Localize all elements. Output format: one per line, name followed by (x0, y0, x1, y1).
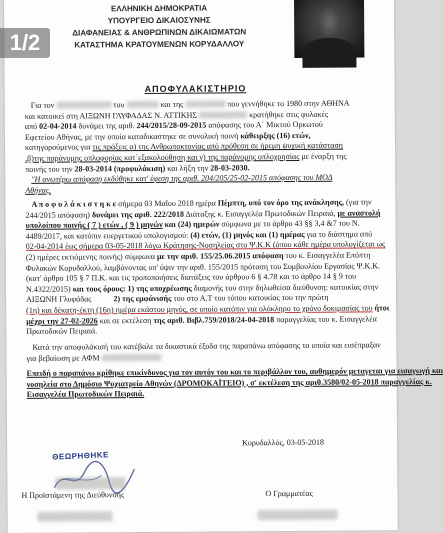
paragraph-costs (26, 340, 384, 364)
p1-text: δυνάμει της αριθ. (78, 121, 135, 131)
document-header (34, 2, 284, 52)
p1-text: ποινής του την (25, 164, 73, 174)
signatory-right: Ο Γραμματέας (265, 488, 313, 499)
p2-text: 02-04-2014 έως σήμερα 03-05-2018 λόγω Κράτησης-Νοσηλείας στο Ψ.Κ.Κ (όπου κάθε ημέρα υπολογίζεται ως (25, 239, 386, 252)
p2-text: Πρωτοδικών Πειραιά. (26, 326, 98, 336)
p4-text: Εισαγγελέα Πρωτοδικών Πειραιά. (26, 389, 145, 400)
p4-text: Επειδή ο παραπάνω κρίθηκε επικίνδυνος για τον αυτόν του και το περιβάλλον του, αυθημερόν μεταγεται για εισαγωγή και (26, 365, 444, 378)
p2-text: διαμονής του στην δηλωθείσα διεύθυνση: κατοικίας στην (193, 282, 379, 293)
paragraph-sentence (25, 98, 384, 196)
document-title: ΑΠΟΦΥΛΑΚΙΣΤΗΡΙΟ (144, 83, 247, 95)
p2-line-13 (26, 324, 384, 337)
p1-text: και της (160, 99, 184, 109)
issue-date: Κορυδαλλός, 03-05-2018 (242, 437, 325, 448)
p2-decision-ref: με την αριθ. 155/25.06.2015 απόφαση (156, 251, 284, 261)
portrait-photo (294, 0, 364, 58)
p2-probation-end: μέχρι την 27-02-2026 (26, 315, 98, 326)
p2-text: (για την (345, 197, 372, 207)
p3-text: Κατά την αποφυλάκισή του κατέβαλε τα δικαστικά έξοδα της παραπάνω απόφασης τα οποία και εισέπραξαν (32, 340, 381, 352)
p1-text: κατηγορούμενος για (25, 142, 91, 153)
p2-heading: Α π ο φ υ λ ά κ ι σ τ η κ ε (31, 199, 117, 209)
p1-text: και κατοικεί στη ΑΙΞΩΝΗ ΓΛΥΦΑΔΑΣ Ν. ΑΤΤΙΚΗΣ (24, 110, 198, 121)
p1-text: με έναρξη της (301, 151, 347, 161)
header-line-1: ΕΛΛΗΝΙΚΗ ΔΗΜΟΚΡΑΤΙΑ (110, 3, 208, 14)
header-line-4: ΚΑΤΑΣΤΗΜΑ ΚΡΑΤΟΥΜΕΝΩΝ ΚΟΡΥΔΑΛΛΟΥ (74, 39, 245, 50)
paragraph-hospital-transfer (26, 365, 444, 400)
release-certificate-document (4, 0, 444, 533)
p2-text: ΑΙΞΩΝΗ Γλυφάδας (26, 294, 92, 305)
p2-text: και σε εκτέλεση (99, 315, 152, 325)
p1-charges: τις πράξεις α) της Ανθρωποκτονίας από πρόθεση σε ήρεμη ψυχική κατάσταση (92, 141, 343, 152)
portrait-face (316, 8, 342, 40)
p2-remaining-sentence: υπολοίπου ποινής ( 7 ) ετών , ( 9 ) μηνών (25, 220, 163, 231)
p2-text: σήμερα 03 Μαΐου 2018 ημέρα (118, 198, 216, 209)
p2-conditions: και τους όρους: 1) της υποχρέωσης (72, 283, 192, 294)
p1-appeal-note: Αθήνας. (25, 185, 52, 195)
p1-text: κρατήθηκε στις φυλακές (249, 109, 329, 119)
redacted-signatory-name-right (258, 510, 338, 521)
header-line-3: ΔΙΑΦΑΝΕΙΑΣ & ΑΝΘΡΩΠΙΝΩΝ ΔΙΚΑΙΩΜΑΤΩΝ (72, 27, 247, 38)
p2-text: για το διάστημα από (306, 229, 373, 239)
p1-sentence-length: κάθειρξης (16) ετών, (240, 130, 311, 141)
p2-text: (2) ημέρες εκτιόμενης ποινής) σύμφωνα (25, 251, 155, 262)
p1-text: και λήξη την (167, 163, 209, 173)
paragraph-release (25, 197, 390, 337)
p2-remaining-days: και (24) ημερών (164, 219, 220, 230)
portrait-shoulders (302, 38, 356, 68)
p2-text: σύμφωνα με το άρθρο 43 §§ 3,4 &7 του Ν. (221, 218, 360, 229)
p1-text: του (113, 100, 125, 110)
p3-line-2 (26, 351, 384, 364)
p1-text: από (24, 121, 38, 132)
p1-text: απόφασης του Α΄ Μικτού Ορκωτού (208, 119, 323, 130)
p2-text: 244/2015 απόφαση) (25, 209, 90, 220)
p2-order-ref: της αριθ. Βιβλ.759/2018/24-04-2018 (153, 314, 275, 325)
p2-text: ήτοι (374, 303, 390, 313)
p2-beneficial-calc: (4) ετών, (1) μηνός και (1) ημέρας (190, 229, 305, 240)
p2-text: (κατ' άρθρο 105 § 7 Π.Κ. και τις τροποποιήσεις διατάξεις του άρθρου 6 § 4.78 και το άρθρο 14 § 9 του (25, 271, 357, 284)
p2-order-number: δυνάμει της αριθ. 222/2018 (91, 209, 184, 219)
p4-text: νοσηλεία στο Δημόσιο Ψυχιατρείο Αθηνών (ΔΡΟΜΟΚΑΪΤΕΙΟ) , σ' εκτέλεση της αριθ.3580/02-05-2018 παραγγελίας κ. (26, 376, 432, 389)
p2-text: 4489/2017, και κατόπιν ευεργετικού υπολογισμού: (25, 230, 189, 241)
p4-line-3 (27, 388, 385, 401)
p1-appeal-note: "Η ανωτέρω απόφαση εκδόθηκε κατ' έφεση της αριθ. 204/205/25-02-2015 απόφασης του ΜΟΔ (31, 172, 333, 184)
redacted-signature (55, 477, 125, 489)
p1-decision-number: 244/2015/28-09-2015 (136, 120, 207, 131)
p2-text: Ν.4322/2015) (25, 284, 71, 294)
p1-charges: ,β)της παράνομης οπλοφορίας κατ΄εξακολούθηση και γ) της παράνομης οπλοχρησίας (25, 151, 300, 163)
redacted-name (56, 101, 111, 108)
p1-text: που γεννήθηκε το 1980 στην ΑΘΗΝΑ (227, 98, 350, 109)
signatory-left: Η Προϊστάμενη της Διεύθυνσης (21, 490, 125, 500)
p1-date: 02-04-2014 (39, 121, 77, 131)
p2-weekday: Πέμπτη (217, 198, 245, 208)
header-line-2: ΥΠΟΥΡΓΕΙΟ ΔΙΚΑΙΟΣΥΝΗΣ (107, 15, 211, 26)
p2-condition: , υπό τον όρο της ανάκλησης, (244, 197, 345, 208)
p2-conditions: 2) της εμφάνισής (113, 294, 172, 304)
p1-sentence-end: 28-03-2030. (210, 162, 250, 173)
p3-text: για βεβαίωση με ΑΦΜ (26, 352, 100, 363)
redacted-signatory-name-left (38, 511, 113, 522)
p2-text: Διάταξης κ. Εισαγγελέα Πρωτοδικών Πειραιά, (185, 208, 336, 219)
p1-text: Για τον (30, 100, 55, 110)
redacted-tax-number (102, 354, 162, 361)
redacted-mother-name (185, 100, 225, 107)
p2-text: του κ. Εισαγγελέα Επόπτη (285, 250, 371, 261)
redacted-address (199, 111, 247, 118)
p2-text: (1η) και δέκατη-έκτη (16η) ημέρα εκάστου μηνός, σε οποίο κατόπιν για ολόκληρο το χρόνο δοκιμασίας του (26, 303, 373, 315)
redacted-father-name (126, 101, 158, 108)
p2-text: παραγγελίας του κ. Εισαγγελέα (276, 313, 377, 324)
p2-suspension: με αναστολή (337, 207, 381, 218)
p2-text: Φυλακών Κορυδαλλού, λαμβάνοντας υπ' όψιν την αριθ. 155/2015 πρόταση του Συμβουλίου Εργασίας Ψ.Κ.Κ. (25, 260, 381, 273)
p2-text: του στο Α.Τ του τόπου κατοικίας του την πρώτη (173, 293, 329, 304)
p1-text: Εφετείου Αθήνας, με την οποία καταδικαστηκε σε συνολική ποινή (24, 131, 239, 142)
approval-stamp: ΘΕΩΡΗΘΗΚΕ (52, 450, 110, 462)
page-indicator[interactable]: 1/2 (0, 28, 50, 58)
p1-sentence-start: 28-03-2014 (προφυλάκιση) (74, 163, 166, 174)
